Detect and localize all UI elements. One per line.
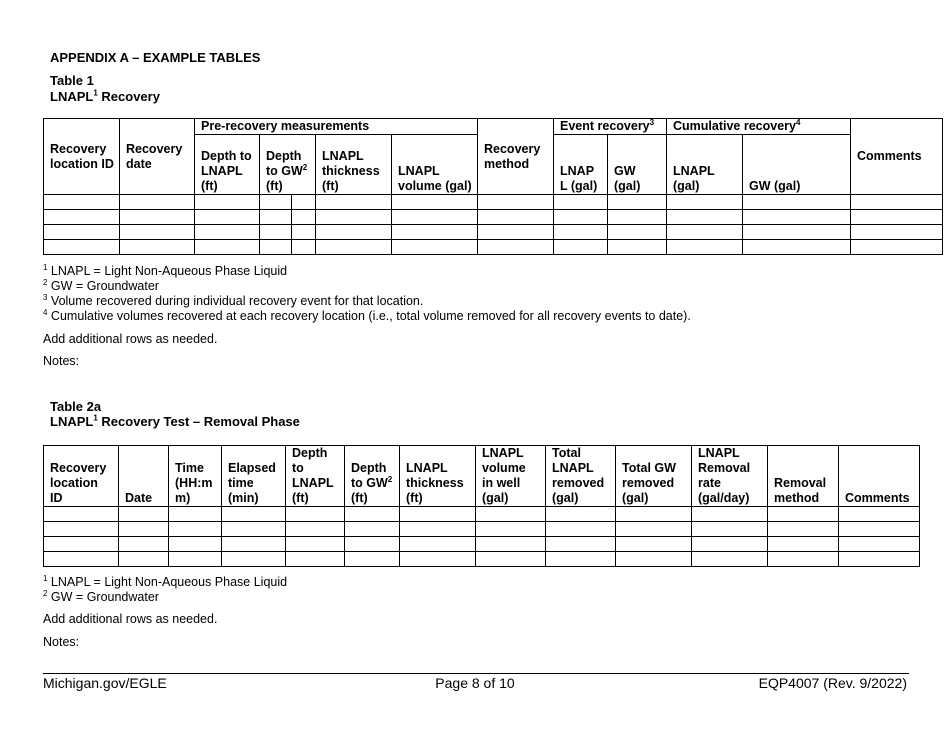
cell[interactable] <box>400 522 476 537</box>
table-row <box>44 225 943 240</box>
cell[interactable] <box>546 522 616 537</box>
cell[interactable] <box>119 552 169 567</box>
t1-col-event-gw: GW (gal) <box>608 135 667 195</box>
cell[interactable] <box>169 507 222 522</box>
cell[interactable] <box>608 240 667 255</box>
cell[interactable] <box>768 522 839 537</box>
cell[interactable] <box>667 240 743 255</box>
cell[interactable] <box>286 552 345 567</box>
cell[interactable] <box>692 552 768 567</box>
cell[interactable] <box>44 507 119 522</box>
footer-divider <box>43 673 909 674</box>
footnote: $^1$ LNAPL = Light Non-Aqueous Phase Liquid <box>43 573 288 589</box>
cell[interactable] <box>692 522 768 537</box>
t2-col-time: Time (HH:m m) <box>169 446 222 507</box>
cell[interactable] <box>222 552 286 567</box>
cell[interactable] <box>476 552 546 567</box>
cell[interactable] <box>292 240 316 255</box>
cell[interactable] <box>851 240 943 255</box>
t1-col-location: Recovery location ID <box>44 119 120 195</box>
cell[interactable] <box>44 522 119 537</box>
footnote: $^4$ Cumulative volumes recovered at each recovery location (i.e., total volume removed for all recovery events to date). <box>43 307 691 323</box>
cell[interactable] <box>400 552 476 567</box>
cell[interactable] <box>316 195 392 210</box>
cell[interactable] <box>851 195 943 210</box>
t1-col-volume: LNAPL volume (gal) <box>392 135 478 195</box>
cell[interactable] <box>768 507 839 522</box>
t2-col-volume: LNAPL volume in well (gal) <box>476 446 546 507</box>
cell[interactable] <box>292 225 316 240</box>
t1-group-pre-recovery: Pre-recovery measurements <box>195 119 478 135</box>
table1-label: Table 1 <box>50 73 94 88</box>
cell[interactable] <box>400 507 476 522</box>
cell[interactable] <box>120 225 195 240</box>
cell[interactable] <box>120 195 195 210</box>
cell[interactable] <box>478 225 554 240</box>
cell[interactable] <box>120 210 195 225</box>
cell[interactable] <box>839 552 920 567</box>
cell[interactable] <box>286 507 345 522</box>
cell[interactable] <box>546 552 616 567</box>
t1-col-cum-gw: GW (gal) <box>743 135 851 195</box>
t1-col-comments: Comments <box>851 119 943 195</box>
footnote: $^3$ Volume recovered during individual recovery event for that location. <box>43 292 424 308</box>
cell[interactable] <box>345 537 400 552</box>
cell[interactable] <box>839 537 920 552</box>
cell[interactable] <box>768 552 839 567</box>
table2a <box>43 445 920 567</box>
footer-form-id: EQP4007 (Rev. 9/2022) <box>758 675 907 691</box>
cell[interactable] <box>608 210 667 225</box>
cell[interactable] <box>667 210 743 225</box>
cell[interactable] <box>286 537 345 552</box>
t2-col-method: Removal method <box>768 446 839 507</box>
cell[interactable] <box>554 240 608 255</box>
cell[interactable] <box>44 240 120 255</box>
table-row <box>44 507 920 522</box>
cell[interactable] <box>476 507 546 522</box>
cell[interactable] <box>316 225 392 240</box>
cell[interactable] <box>286 522 345 537</box>
cell[interactable] <box>400 537 476 552</box>
t2-col-total-lnapl: Total LNAPL removed (gal) <box>546 446 616 507</box>
cell[interactable] <box>392 210 478 225</box>
t2-col-depth-lnapl: Depth to LNAPL (ft) <box>286 446 345 507</box>
cell[interactable] <box>616 522 692 537</box>
cell[interactable] <box>476 537 546 552</box>
cell[interactable] <box>260 225 292 240</box>
cell[interactable] <box>667 195 743 210</box>
cell[interactable] <box>392 240 478 255</box>
cell[interactable] <box>851 210 943 225</box>
cell[interactable] <box>392 195 478 210</box>
cell[interactable] <box>44 210 120 225</box>
cell[interactable] <box>345 507 400 522</box>
cell[interactable] <box>195 240 260 255</box>
table-row <box>44 537 920 552</box>
table2a-notes: Notes: <box>43 635 80 649</box>
t2-col-thickness: LNAPL thickness (ft) <box>400 446 476 507</box>
cell[interactable] <box>44 537 119 552</box>
cell[interactable] <box>119 537 169 552</box>
cell[interactable] <box>316 240 392 255</box>
cell[interactable] <box>169 552 222 567</box>
t1-col-method: Recovery method <box>478 119 554 195</box>
table-row <box>44 195 943 210</box>
cell[interactable] <box>392 225 478 240</box>
table-row <box>44 522 920 537</box>
cell[interactable] <box>316 210 392 225</box>
cell[interactable] <box>743 225 851 240</box>
cell[interactable] <box>222 537 286 552</box>
cell[interactable] <box>195 195 260 210</box>
table1-notes: Notes: <box>43 354 80 368</box>
t1-group-event-recovery: Event recovery$^3$ <box>554 119 667 135</box>
cell[interactable] <box>169 537 222 552</box>
t2-col-depth-gw: Depth to $GW^2$ (ft) <box>345 446 400 507</box>
table2a-add-rows: Add additional rows as needed. <box>43 612 218 626</box>
cell[interactable] <box>839 507 920 522</box>
t2-col-comments: Comments <box>839 446 920 507</box>
t2-col-total-gw: Total GW removed (gal) <box>616 446 692 507</box>
t2-col-location: Recovery location ID <box>44 446 119 507</box>
t1-col-cum-lnapl: LNAPL (gal) <box>667 135 743 195</box>
cell[interactable] <box>44 195 120 210</box>
cell[interactable] <box>292 195 316 210</box>
t2-col-date: Date <box>119 446 169 507</box>
table-row <box>44 240 943 255</box>
t1-group-cumulative-recovery: Cumulative recovery$^4$ <box>667 119 851 135</box>
cell[interactable] <box>546 537 616 552</box>
cell[interactable] <box>119 522 169 537</box>
cell[interactable] <box>743 240 851 255</box>
cell[interactable] <box>743 195 851 210</box>
footer-left: Michigan.gov/EGLE <box>43 675 167 691</box>
t1-col-event-lnapl: LNAP L (gal) <box>554 135 608 195</box>
table1-add-rows: Add additional rows as needed. <box>43 332 218 346</box>
cell[interactable] <box>608 225 667 240</box>
footer-page-number: Page 8 of 10 <box>435 675 515 691</box>
table2a-footnotes <box>43 575 287 605</box>
table1 <box>43 118 943 255</box>
table2a-label: Table 2a <box>50 399 102 414</box>
cell[interactable] <box>554 195 608 210</box>
cell[interactable] <box>119 507 169 522</box>
t1-col-depth-gw: Depth to $GW^2$ (ft) <box>260 135 316 195</box>
table1-footnotes <box>43 264 691 324</box>
cell[interactable] <box>667 225 743 240</box>
cell[interactable] <box>478 240 554 255</box>
cell[interactable] <box>345 552 400 567</box>
table-row <box>44 210 943 225</box>
cell[interactable] <box>546 507 616 522</box>
cell[interactable] <box>260 210 292 225</box>
cell[interactable] <box>692 537 768 552</box>
cell[interactable] <box>292 210 316 225</box>
footnote: $^2$ GW = Groundwater <box>43 277 159 293</box>
cell[interactable] <box>554 210 608 225</box>
cell[interactable] <box>44 225 120 240</box>
cell[interactable] <box>195 210 260 225</box>
t2-col-rate: LNAPL Removal rate (gal/day) <box>692 446 768 507</box>
t1-col-date: Recovery date <box>120 119 195 195</box>
cell[interactable] <box>222 522 286 537</box>
cell[interactable] <box>616 537 692 552</box>
table1-caption: LNAPL$^1$ Recovery <box>50 88 160 104</box>
cell[interactable] <box>616 507 692 522</box>
footnote: $^2$ GW = Groundwater <box>43 588 159 604</box>
t2-col-elapsed: Elapsed time (min) <box>222 446 286 507</box>
table2a-caption: LNAPL$^1$ Recovery Test – Removal Phase <box>50 413 300 429</box>
cell[interactable] <box>692 507 768 522</box>
cell[interactable] <box>851 225 943 240</box>
cell[interactable] <box>345 522 400 537</box>
cell[interactable] <box>608 195 667 210</box>
footnote: $^1$ LNAPL = Light Non-Aqueous Phase Liquid <box>43 262 288 278</box>
cell[interactable] <box>478 195 554 210</box>
cell[interactable] <box>260 240 292 255</box>
cell[interactable] <box>839 522 920 537</box>
cell[interactable] <box>616 552 692 567</box>
cell[interactable] <box>222 507 286 522</box>
t1-col-depth-lnapl: Depth to LNAPL (ft) <box>195 135 260 195</box>
cell[interactable] <box>120 240 195 255</box>
table-row <box>44 552 920 567</box>
t1-col-thickness: LNAPL thickness (ft) <box>316 135 392 195</box>
cell[interactable] <box>554 225 608 240</box>
cell[interactable] <box>44 552 119 567</box>
cell[interactable] <box>169 522 222 537</box>
cell[interactable] <box>743 210 851 225</box>
appendix-title: APPENDIX A – EXAMPLE TABLES <box>50 50 261 65</box>
cell[interactable] <box>478 210 554 225</box>
cell[interactable] <box>768 537 839 552</box>
cell[interactable] <box>195 225 260 240</box>
cell[interactable] <box>476 522 546 537</box>
cell[interactable] <box>260 195 292 210</box>
